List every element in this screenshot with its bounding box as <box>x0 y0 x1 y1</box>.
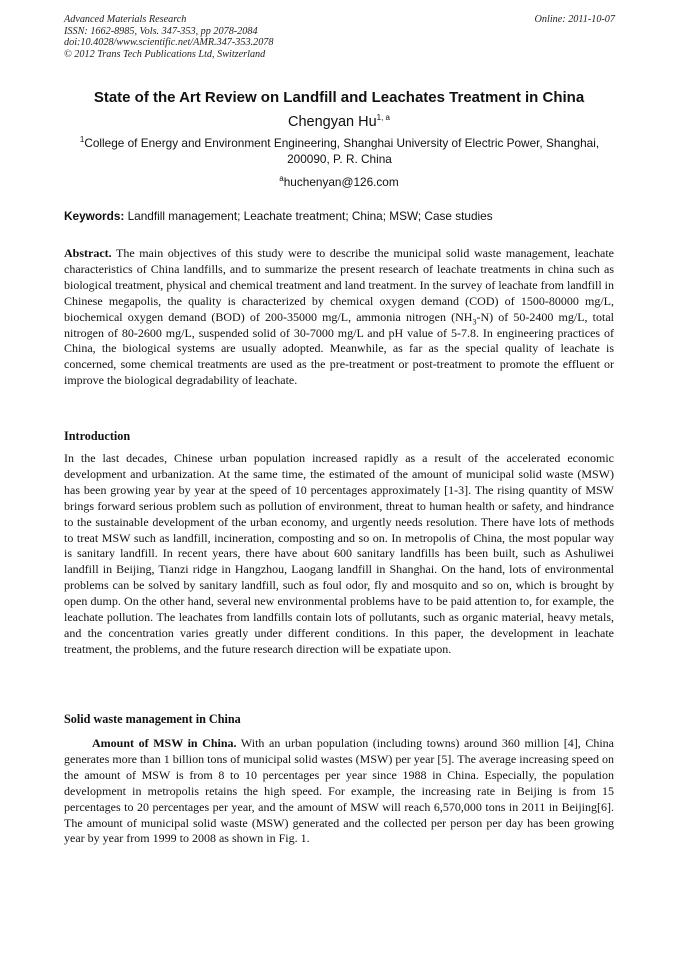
abstract-text-2: -N) of 50-2400 mg/L, total nitrogen of 80-2600 mg/L, suspended solid of 30-7000 mg/L and pH value of 5-7.8. In engineering practices of China, the biological systems are usually adopted. Meanwhile, as far as the special quality of leachate is concerned, some chemical treatments are used as the pre-treatment or post-treatment to promote the effluent or improve the biological degradability of leachate. <box>64 309 614 388</box>
author-name: Chengyan Hu <box>287 114 377 130</box>
issn-line: ISSN: 1662-8985, Vols. 347-353, pp 2078-2084 <box>64 25 258 37</box>
abstract-label: Abstract. <box>64 246 112 260</box>
affiliation-text: College of Energy and Environment Engineering, Shanghai University of Electric Power, Shanghai, 200090, P. R. China <box>84 136 600 166</box>
doi-line[interactable]: doi:10.4028/www.scientific.net/AMR.347-353.2078 <box>64 37 274 49</box>
keywords-label: Keywords: <box>64 209 125 223</box>
amount-paragraph <box>64 736 614 847</box>
amount-subheading: Amount of MSW in China. <box>92 736 237 750</box>
email-line <box>0 175 678 189</box>
abstract-text-1: The main objectives of this study were to describe the municipal solid waste management, leachate characteristics of China landfills, and to summarize the present research of leachate treatments in china such as biological treatment, physical and chemical treatment and land treatment. In the survey of leachate from landfill in Chinese megapolis, the quality is characterized by chemical oxygen demand (COD) of 1500-80000 mg/L, biochemical oxygen demand (BOD) of 200-35000 mg/L, ammonia nitrogen (NH <box>64 246 614 324</box>
journal-header <box>64 14 615 60</box>
affiliation-superscript: 1 <box>79 135 85 145</box>
abstract-subscript: 3 <box>472 317 477 327</box>
keywords-text: Landfill management; Leachate treatment; China; MSW; Case studies <box>127 209 493 223</box>
keywords <box>64 209 618 223</box>
introduction-heading: Introduction <box>64 429 131 443</box>
copyright-line: © 2012 Trans Tech Publications Ltd, Switzerland <box>64 48 266 60</box>
paper-title: State of the Art Review on Landfill and Leachates Treatment in China <box>93 89 585 106</box>
online-date: Online: 2011-10-07 <box>534 14 615 25</box>
author-superscript: 1, a <box>376 113 390 123</box>
email-superscript: a <box>279 174 284 184</box>
introduction-paragraph: In the last decades, Chinese urban population increased rapidly as a result of the accelerated economic development and urbanization. At the same time, the estimated of the amount of municipal solid waste (MSW) has been growing year by year at the speed of 10 percentages approximately [1-3]. The rising quantity of MSW brings forward serious problem such as pollution of environment, threat to human health or safety, and hindrance to the sustainable development of the urban economy, and urgently needs resolution. There have lots of methods to treat MSW such as landfill, incineration, composting and so on. In metropolis of China, the most popular way is sanitary landfill. In recent years, there have about 600 sanitary landfills has been built, such as Ashuliwei landfill in Beijing, Tianzi ridge in Hangzhou, Laogang landfill in Shanghai. On the hand, lots of environmental problems can be solved by sanitary landfill, such as foul odor, fly and mosquito and so on, which is brought by open dump. On the other hand, several new environmental problems have to be paid attention to, for example, the leachate pollution. The leachates from landfills contain lots of pollutants, such as organic material, heavy metals, and the concentration varies greatly under different conditions. In this paper, the development in leachate treatment, the problems, and the future research direction will be expatiate upon. <box>64 451 614 656</box>
amount-text: With an urban population (including towns) around 360 million [4], China generates more than 1 billion tons of municipal solid wastes (MSW) per year [5]. The average increasing speed on the amount of MSW is from 8 to 10 percentages per year since 1988 in China. Especially, the population development in metropolis retains the high speed. For example, the increasing rate in Beijing is from 15 percentages to 20 percentages per year, and the amount of MSW will reach 6,570,000 tons in 2011 in Beijing[6]. The amount of municipal solid waste (MSW) generated and the collected per person per day has been growing year by year from 1999 to 2008 as shown in Fig. 1. <box>64 736 614 846</box>
email-address[interactable]: huchenyan@126.com <box>283 175 399 189</box>
abstract-paragraph <box>64 246 614 389</box>
solid-waste-heading: Solid waste management in China <box>64 712 241 726</box>
affiliation <box>64 136 615 167</box>
journal-name: Advanced Materials Research <box>64 14 187 25</box>
author-line <box>0 114 678 130</box>
